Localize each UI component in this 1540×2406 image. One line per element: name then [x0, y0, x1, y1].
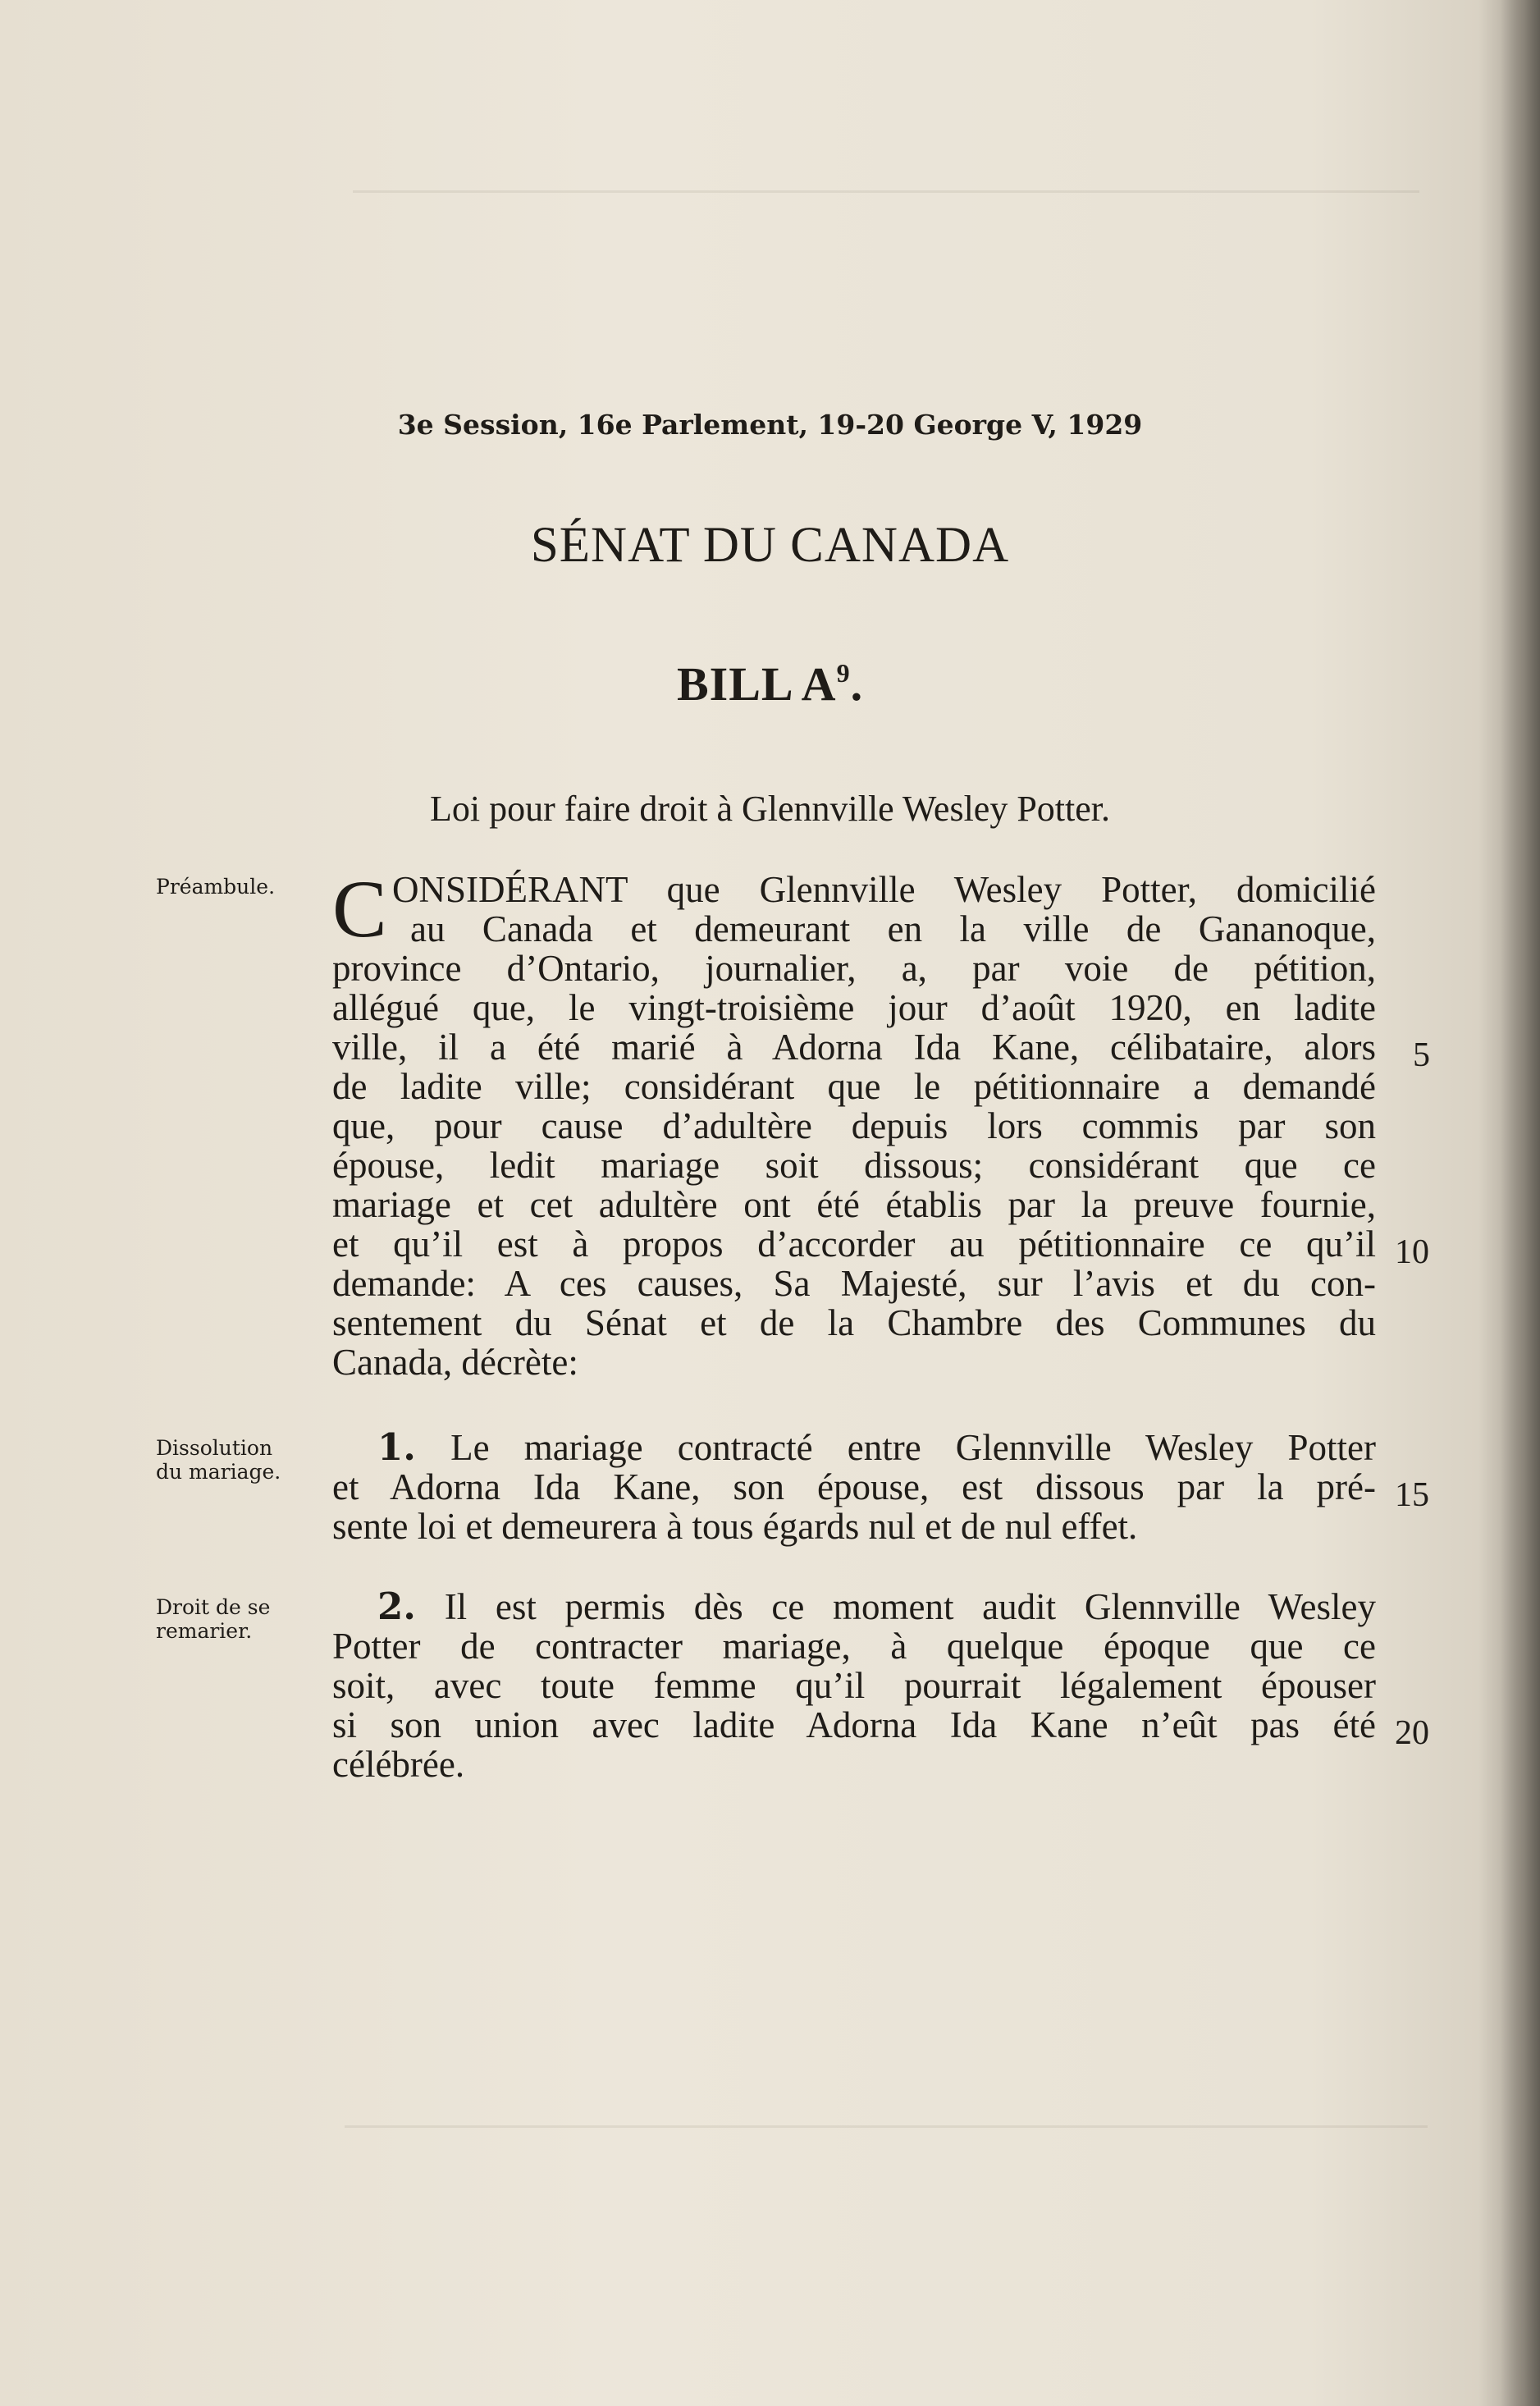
bill-subtitle: Loi pour faire droit à Glennville Wesley Potter. — [430, 789, 1110, 829]
show-through-rule — [345, 2125, 1428, 2128]
article-1-line — [377, 1425, 1376, 1469]
line-number-10: 10 — [1395, 1233, 1429, 1271]
preamble-line: ville, il a été marié à Adorna Ida Kane, célibataire, alors — [332, 1027, 1376, 1068]
article-1-line: sente loi et demeurera à tous égards nul et de nul effet. — [332, 1506, 1138, 1547]
article-1-text: Le mariage contracté entre Glennville Wesley Potter — [450, 1427, 1376, 1468]
preamble-line: Canada, décrète: — [332, 1342, 578, 1383]
article-2-line: si son union avec ladite Adorna Ida Kane n’eût pas été — [332, 1704, 1376, 1745]
line-number-15: 15 — [1395, 1476, 1429, 1514]
session-header: 3e Session, 16e Parlement, 19-20 George V, 1929 — [397, 409, 1143, 441]
chamber-title: SÉNAT DU CANADA — [530, 518, 1010, 573]
bill-suffix: . — [850, 657, 864, 711]
article-2-line — [377, 1587, 1376, 1626]
bill-superscript: 9 — [836, 658, 851, 688]
preamble-line: province d’Ontario, journalier, a, par voie de pétition, — [332, 948, 1376, 989]
drop-cap: C — [332, 863, 387, 954]
preamble-line: de ladite ville; considérant que le pétitionnaire a demandé — [332, 1066, 1376, 1107]
margin-note-dissolution-line2: du mariage. — [156, 1460, 281, 1484]
preamble-line: au Canada et demeurant en la ville de Gananoque, — [410, 908, 1376, 949]
preamble-line: allégué que, le vingt-troisième jour d’août 1920, en ladite — [332, 987, 1376, 1028]
line-number-20: 20 — [1395, 1714, 1429, 1752]
bill-number — [0, 656, 1540, 711]
preamble-line: ONSIDÉRANT que Glennville Wesley Potter, domicilié — [392, 869, 1376, 910]
preamble-line: que, pour cause d’adultère depuis lors commis par son — [332, 1105, 1376, 1146]
article-1-line: et Adorna Ida Kane, son épouse, est dissous par la pré- — [332, 1466, 1376, 1507]
preamble-line: sentement du Sénat et de la Chambre des Communes du — [332, 1302, 1376, 1343]
preamble-line: et qu’il est à propos d’accorder au pétitionnaire ce qu’il — [332, 1224, 1376, 1265]
line-number-5: 5 — [1413, 1036, 1430, 1074]
margin-note-remarry-line1: Droit de se — [156, 1595, 271, 1619]
article-2-number: 2. — [377, 1585, 416, 1628]
margin-note-dissolution-line1: Dissolution — [156, 1436, 273, 1460]
preamble-line: épouse, ledit mariage soit dissous; considérant que ce — [332, 1145, 1376, 1186]
article-1-number: 1. — [377, 1425, 416, 1469]
article-2-line: soit, avec toute femme qu’il pourrait légalement épouser — [332, 1665, 1376, 1706]
article-2-text: Il est permis dès ce moment audit Glennville Wesley — [444, 1586, 1377, 1627]
show-through-rule — [353, 190, 1419, 193]
preamble-line: mariage et cet adultère ont été établis par la preuve fournie, — [332, 1184, 1376, 1225]
article-2-line: célébrée. — [332, 1744, 465, 1785]
preamble-line: demande: A ces causes, Sa Majesté, sur l’avis et du con- — [332, 1263, 1376, 1304]
book-spine-shadow — [1501, 0, 1540, 2406]
margin-note-preamble: Préambule. — [156, 875, 276, 899]
bill-label: BILL A — [676, 657, 837, 711]
article-2-line: Potter de contracter mariage, à quelque époque que ce — [332, 1626, 1376, 1667]
margin-note-remarry-line2: remarier. — [156, 1619, 253, 1643]
